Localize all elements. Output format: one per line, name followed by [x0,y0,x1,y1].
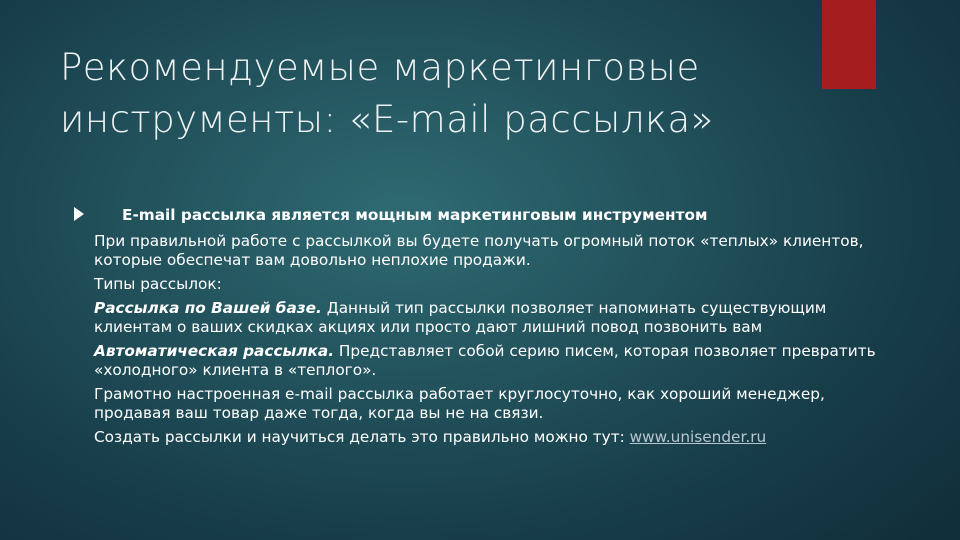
paragraph-create [94,428,894,447]
paragraph-manager: Грамотно настроенная e-mail рассылка работает круглосуточно, как хороший менеджер, продавая ваш товар даже тогда, когда вы не на связи. [94,385,825,422]
paragraph-base-mailing [94,299,894,337]
unisender-link[interactable]: www.unisender.ru [629,428,767,446]
paragraph-auto-mailing [94,342,894,380]
paragraph-types: Типы рассылок: [94,275,222,293]
paragraph-intro: При правильной работе с рассылкой вы будете получать огромный поток «теплых» клиентов, которые обеспечат вам довольно неплохие продажи. [94,232,864,269]
auto-mailing-text: Представляет собой серию писем, которая позволяет превратить «холодного» клиента в «теплого». [94,342,876,379]
bullet-text: E-mail рассылка является мощным маркетинговым инструментом [122,206,708,224]
slide-title: Рекомендуемые маркетинговые инструменты: «E-mail рассылка» [60,46,714,141]
accent-bar [822,0,876,89]
create-text: Создать рассылки и научиться делать это правильно можно тут: [94,428,630,446]
bullet-item [94,206,894,225]
base-mailing-text: Данный тип рассылки позволяет напоминать существующим клиентам о ваших скидках акциях или просто дают лишний повод позвонить вам [94,299,827,336]
triangle-bullet-icon [74,207,84,221]
base-mailing-heading: Рассылка по Вашей базе. [94,299,322,317]
slide-content [94,206,894,452]
auto-mailing-heading: Автоматическая рассылка. [94,342,335,360]
